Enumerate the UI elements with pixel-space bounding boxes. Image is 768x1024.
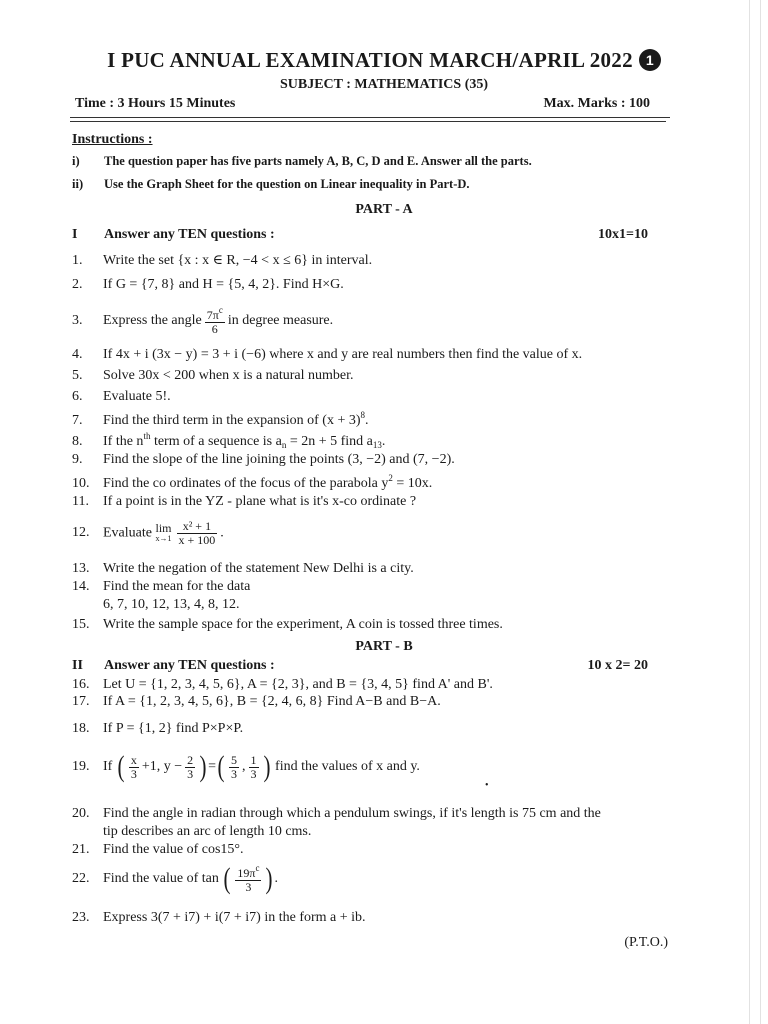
section-i-marks: 10x1=10 bbox=[598, 227, 648, 242]
question-14-data: 6, 7, 10, 12, 13, 4, 8, 12. bbox=[103, 597, 240, 612]
question-14: 14. Find the mean for the data bbox=[72, 579, 251, 594]
instructions-heading: Instructions : bbox=[72, 132, 153, 147]
question-7: 7. Find the third term in the expansion of $(x + 3)^8$. bbox=[72, 410, 369, 428]
question-23: 23. Express 3(7 + i7) + i(7 + i7) in the form a + ib. bbox=[72, 910, 366, 925]
question-9: 9. Find the slope of the line joining the points (3, −2) and (7, −2). bbox=[72, 452, 455, 467]
part-a-title: PART - A bbox=[355, 202, 413, 217]
question-13: 13. Write the negation of the statement New Delhi is a city. bbox=[72, 561, 414, 576]
question-6: 6. Evaluate 5!. bbox=[72, 389, 171, 404]
header-rule bbox=[70, 117, 670, 118]
question-5: 5. Solve 30x < 200 when x is a natural number. bbox=[72, 368, 354, 383]
question-20: 20. Find the angle in radian through which a pendulum swings, if it's length is 75 cm and the bbox=[72, 806, 601, 821]
section-ii-heading: II Answer any TEN questions : bbox=[72, 658, 275, 673]
question-22: 22. Find the value of tan ( $\frac{19\pi^c}{3}$ ) . bbox=[72, 862, 278, 895]
question-19: 19. If ( $\frac{x}{3}$ +1, y − $\frac{2}{3}$ ) =( $\frac{5}{3}$ , $\frac{1}{3}$ ) find the values of x and y. bbox=[72, 750, 420, 783]
fraction: $\frac{7\pi^c}{6}$ bbox=[206, 305, 223, 336]
question-15: 15. Write the sample space for the experiment, A coin is tossed three times. bbox=[72, 617, 503, 632]
max-marks: Max. Marks : 100 bbox=[543, 96, 650, 111]
limit-operator: lim x→1 bbox=[155, 521, 172, 544]
question-16: 16. Let U = {1, 2, 3, 4, 5, 6}, A = {2, 3}, and B = {3, 4, 5} find A' and B'. bbox=[72, 677, 493, 692]
exam-title: I PUC ANNUAL EXAMINATION MARCH/APRIL 2022 1 bbox=[0, 48, 768, 73]
question-17: 17. If A = {1, 2, 3, 4, 5, 6}, B = {2, 4, 6, 8} Find A−B and B−A. bbox=[72, 694, 441, 709]
fraction: $\frac{\text{x² + 1}}{x + 100}$ bbox=[178, 519, 216, 547]
time-allowed: Time : 3 Hours 15 Minutes bbox=[75, 96, 236, 111]
part-b-title: PART - B bbox=[355, 639, 413, 654]
page-edge-shadow bbox=[744, 0, 768, 1024]
question-18: 18. If P = {1, 2} find P×P×P. bbox=[72, 721, 244, 736]
instruction-item: i) The question paper has five parts namely A, B, C, D and E. Answer all the parts. bbox=[72, 154, 532, 168]
section-i-heading: I Answer any TEN questions : bbox=[72, 227, 275, 242]
question-21: 21. Find the value of cos15°. bbox=[72, 842, 244, 857]
question-2: 2. If G = {7, 8} and H = {5, 4, 2}. Find H×G. bbox=[72, 277, 344, 292]
page-number-badge: 1 bbox=[639, 49, 661, 71]
subject-line: SUBJECT : MATHEMATICS (35) bbox=[279, 77, 489, 92]
question-3: 3. Express the angle $\frac{7\pi^c}{6}$ in degree measure. bbox=[72, 305, 334, 336]
question-10: 10. Find the co ordinates of the focus of the parabola $y^2 = 10x$. bbox=[72, 473, 433, 491]
question-11: 11. If a point is in the YZ - plane what is it's x-co ordinate ? bbox=[72, 494, 417, 509]
question-20-cont: tip describes an arc of length 10 cms. bbox=[103, 824, 312, 839]
header-rule-double bbox=[70, 121, 666, 122]
stray-mark: • bbox=[485, 780, 489, 791]
instruction-item: ii) Use the Graph Sheet for the question on Linear inequality in Part-D. bbox=[72, 177, 470, 191]
question-12: 12. Evaluate lim x→1 $\frac{\text{x² + 1}}{x + 100}$ . bbox=[72, 519, 224, 547]
question-4: 4. If 4x + i (3x − y) = 3 + i (−6) where x and y are real numbers then find the value of x. bbox=[72, 347, 583, 362]
section-ii-marks: 10 x 2= 20 bbox=[587, 658, 648, 673]
please-turn-over: (P.T.O.) bbox=[624, 935, 668, 950]
question-1: 1. Write the set {x : x ∈ R, −4 < x ≤ 6} in interval. bbox=[72, 253, 373, 268]
question-8: 8. If the $n^{th}$ term of a sequence is $a_n = 2n + 5$ find $a_{13}$. bbox=[72, 431, 386, 450]
